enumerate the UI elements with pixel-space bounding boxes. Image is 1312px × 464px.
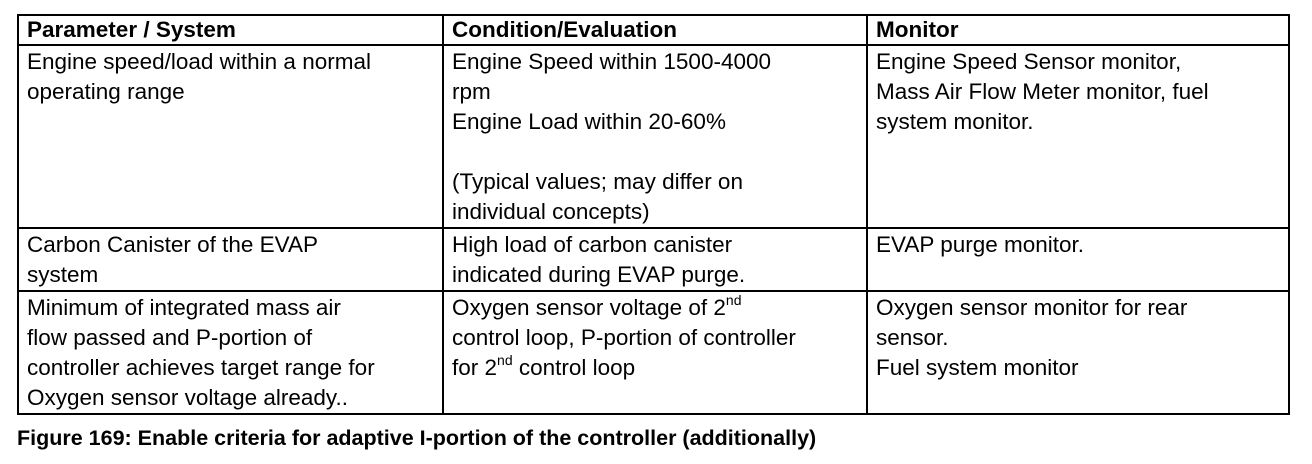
cell-parameter: [18, 45, 443, 228]
cell-text-line: Engine speed/load within a normal: [27, 49, 371, 74]
text-fragment: for 2: [452, 355, 498, 380]
cell-text-line: [452, 353, 858, 383]
enable-criteria-table: [17, 14, 1290, 415]
cell-text-line: indicated during EVAP purge.: [452, 262, 746, 287]
cell-condition: [443, 45, 867, 228]
header-row: [18, 15, 1289, 45]
table-row: [18, 228, 1289, 291]
cell-text-line: system: [27, 262, 99, 287]
table-row: [18, 291, 1289, 414]
cell-text-line: (Typical values; may differ on: [452, 169, 743, 194]
superscript-ordinal: nd: [725, 291, 742, 308]
cell-text-line: EVAP purge monitor.: [876, 232, 1085, 257]
table-body: [18, 45, 1289, 414]
cell-text-line: system monitor.: [876, 109, 1034, 134]
cell-text-line: Engine Load within 20-60%: [452, 109, 726, 134]
cell-monitor: [867, 228, 1289, 291]
cell-condition: [443, 228, 867, 291]
cell-text-line: sensor.: [876, 325, 949, 350]
cell-condition: [443, 291, 867, 414]
cell-text-line: Oxygen sensor monitor for rear: [876, 295, 1188, 320]
cell-text-line: Engine Speed Sensor monitor,: [876, 49, 1182, 74]
cell-text-line: Mass Air Flow Meter monitor, fuel: [876, 79, 1209, 104]
cell-text-line: control loop, P-portion of controller: [452, 325, 796, 350]
header-condition-evaluation: Condition/Evaluation: [443, 15, 867, 45]
table-row: [18, 45, 1289, 228]
table-header: [18, 15, 1289, 45]
cell-text-line: flow passed and P-portion of: [27, 325, 313, 350]
cell-parameter: [18, 291, 443, 414]
cell-text-line: individual concepts): [452, 199, 650, 224]
cell-text-line: [452, 293, 858, 323]
cell-text-line: Engine Speed within 1500-4000: [452, 49, 771, 74]
cell-text-line: High load of carbon canister: [452, 232, 733, 257]
cell-monitor: [867, 45, 1289, 228]
figure-caption: Figure 169: Enable criteria for adaptive I-portion of the controller (additionally): [17, 426, 817, 450]
cell-text-line: Oxygen sensor voltage already..: [27, 385, 349, 410]
header-parameter-system: Parameter / System: [18, 15, 443, 45]
header-monitor: Monitor: [867, 15, 1289, 45]
superscript-ordinal: nd: [497, 351, 513, 368]
text-fragment: control loop: [512, 355, 636, 380]
cell-parameter: [18, 228, 443, 291]
cell-monitor: [867, 291, 1289, 414]
cell-text-line: controller achieves target range for: [27, 355, 375, 380]
cell-text-line: rpm: [452, 79, 491, 104]
blank-line: [452, 137, 858, 167]
text-fragment: Oxygen sensor voltage of 2: [452, 295, 726, 320]
cell-text-line: Minimum of integrated mass air: [27, 295, 341, 320]
cell-text-line: Fuel system monitor: [876, 355, 1079, 380]
cell-text-line: Carbon Canister of the EVAP: [27, 232, 318, 257]
cell-text-line: operating range: [27, 79, 185, 104]
